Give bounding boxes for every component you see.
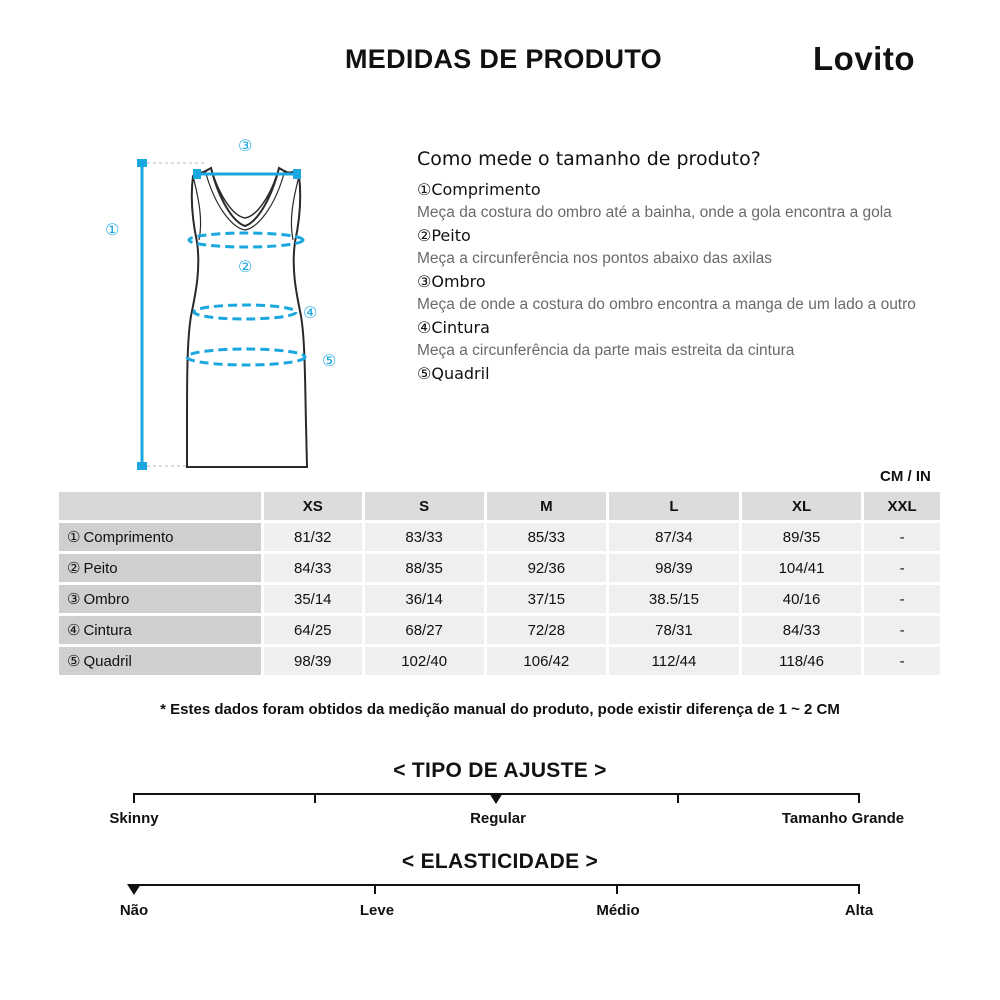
table-cell: 64/25 — [264, 616, 362, 644]
table-cell: 36/14 — [365, 585, 484, 613]
table-cell: 106/42 — [487, 647, 606, 675]
table-cell: 72/28 — [487, 616, 606, 644]
step-desc-length: Meça da costura do ombro até a bainha, onde a gola encontra a gola — [417, 204, 892, 221]
table-corner — [59, 492, 261, 520]
measurement-instructions — [417, 146, 927, 385]
step-label-shoulder: ③Ombro — [417, 272, 486, 291]
step-desc-waist: Meça a circunferência da parte mais estreita da cintura — [417, 342, 795, 359]
row-number: ③ — [67, 590, 81, 608]
elasticity-scale-tick — [858, 884, 860, 894]
fit-scale-tick — [314, 793, 316, 803]
table-cell: 68/27 — [365, 616, 484, 644]
table-cell: 118/46 — [742, 647, 861, 675]
elasticity-scale-tick — [374, 884, 376, 894]
table-cell: 83/33 — [365, 523, 484, 551]
table-row — [59, 554, 940, 582]
step-desc-chest: Meça a circunferência nos pontos abaixo das axilas — [417, 250, 772, 267]
elasticity-selected-pointer-icon — [127, 884, 141, 895]
instructions-heading: Como mede o tamanho de produto? — [417, 148, 761, 170]
step-label-chest: ②Peito — [417, 226, 471, 245]
row-label — [59, 616, 261, 644]
table-cell: 84/33 — [264, 554, 362, 582]
table-cell: 98/39 — [609, 554, 739, 582]
fit-scale-tick — [133, 793, 135, 803]
table-cell: 81/32 — [264, 523, 362, 551]
elasticity-label-high: Alta — [844, 902, 874, 919]
table-row — [59, 616, 940, 644]
row-label — [59, 585, 261, 613]
row-label-text: Comprimento — [83, 529, 174, 546]
elasticity-label-medium: Médio — [596, 902, 640, 919]
column-header: L — [609, 492, 739, 520]
table-cell: 89/35 — [742, 523, 861, 551]
column-header: XS — [264, 492, 362, 520]
column-header: XL — [742, 492, 861, 520]
fit-scale-tick — [677, 793, 679, 803]
row-label-text: Cintura — [83, 622, 132, 639]
row-number: ① — [67, 528, 81, 546]
table-cell: 38.5/15 — [609, 585, 739, 613]
column-header: XXL — [864, 492, 940, 520]
row-label — [59, 523, 261, 551]
fit-type-title: < TIPO DE AJUSTE > — [393, 759, 607, 782]
marker-chest: ② — [238, 257, 253, 276]
row-number: ④ — [67, 621, 81, 639]
table-row — [59, 585, 940, 613]
table-header-row — [59, 492, 940, 520]
step-label-waist: ④Cintura — [417, 318, 490, 337]
brand-logo: Lovito — [813, 40, 915, 77]
elasticity-label-light: Leve — [359, 902, 395, 919]
row-label — [59, 647, 261, 675]
dress-diagram — [95, 130, 365, 480]
table-cell: - — [864, 647, 940, 675]
table-row — [59, 647, 940, 675]
row-label-text: Quadril — [83, 653, 132, 670]
step-label-length: ①Comprimento — [417, 180, 541, 199]
row-number: ② — [67, 559, 81, 577]
fit-label-regular: Regular — [470, 810, 526, 827]
table-cell: 87/34 — [609, 523, 739, 551]
elasticity-scale-line — [133, 884, 860, 886]
table-cell: 40/16 — [742, 585, 861, 613]
table-cell: - — [864, 585, 940, 613]
table-cell: 98/39 — [264, 647, 362, 675]
column-header: M — [487, 492, 606, 520]
table-cell: 104/41 — [742, 554, 861, 582]
table-cell: 84/33 — [742, 616, 861, 644]
table-row — [59, 523, 940, 551]
row-label-text: Peito — [83, 560, 118, 577]
row-number: ⑤ — [67, 652, 81, 670]
fit-label-oversized: Tamanho Grande — [781, 810, 905, 827]
column-header: S — [365, 492, 484, 520]
table-cell: 35/14 — [264, 585, 362, 613]
fit-label-skinny: Skinny — [109, 810, 159, 827]
page-title: MEDIDAS DE PRODUTO — [345, 44, 662, 74]
elasticity-title: < ELASTICIDADE > — [401, 850, 599, 873]
elasticity-label-none: Não — [119, 902, 149, 919]
row-label — [59, 554, 261, 582]
marker-waist: ④ — [303, 303, 318, 322]
marker-shoulder: ③ — [238, 136, 253, 155]
step-desc-shoulder: Meça de onde a costura do ombro encontra a manga de um lado a outro — [417, 296, 916, 313]
table-cell: 92/36 — [487, 554, 606, 582]
units-label: CM / IN — [880, 468, 931, 485]
fit-scale-tick — [858, 793, 860, 803]
table-cell: 85/33 — [487, 523, 606, 551]
table-cell: - — [864, 554, 940, 582]
table-cell: 112/44 — [609, 647, 739, 675]
marker-hips: ⑤ — [322, 351, 337, 370]
table-cell: - — [864, 616, 940, 644]
measurement-note: * Estes dados foram obtidos da medição manual do produto, pode existir diferença de 1 ~ 2 CM — [160, 701, 840, 718]
table-cell: 102/40 — [365, 647, 484, 675]
dress-illustration — [95, 130, 365, 480]
elasticity-scale-tick — [616, 884, 618, 894]
row-label-text: Ombro — [83, 591, 130, 608]
table-cell: - — [864, 523, 940, 551]
table-cell: 78/31 — [609, 616, 739, 644]
table-cell: 88/35 — [365, 554, 484, 582]
fit-selected-pointer-icon — [489, 793, 503, 804]
marker-length: ① — [105, 220, 120, 239]
size-table — [56, 489, 943, 678]
step-label-hips: ⑤Quadril — [417, 364, 490, 383]
table-cell: 37/15 — [487, 585, 606, 613]
